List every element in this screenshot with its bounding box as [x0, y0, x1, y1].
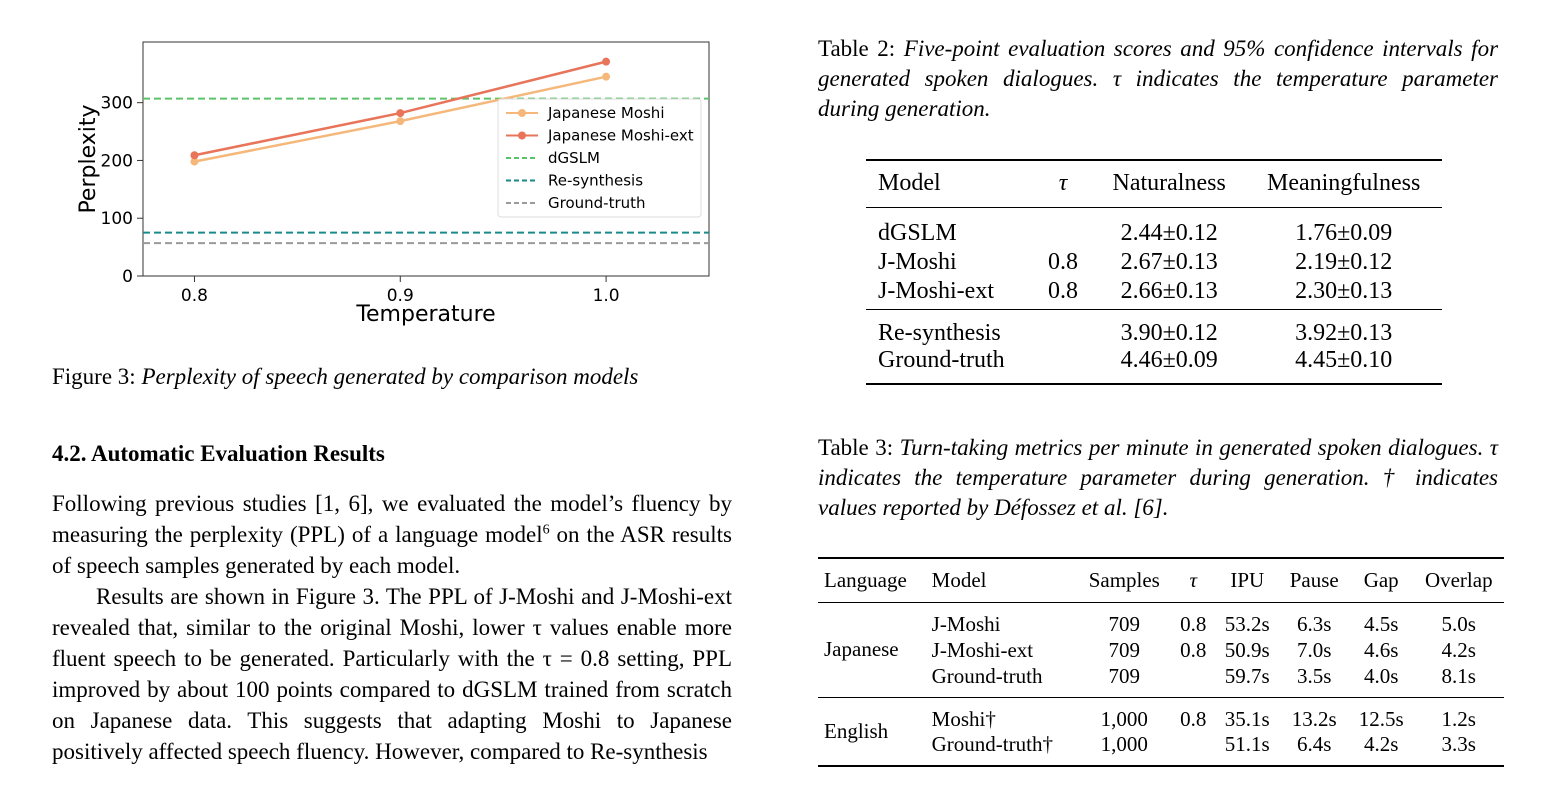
legend-label: Re-synthesis [548, 171, 644, 190]
table2-caption-label: Table 2: [818, 36, 896, 61]
table-row: Ground-truth 709 59.7s 3.5s 4.0s 8.1s [931, 664, 1476, 688]
table3-caption [818, 433, 1498, 523]
table3-caption-label: Table 3: [818, 435, 894, 460]
data-point [602, 58, 610, 66]
legend-label: dGSLM [548, 149, 600, 167]
language-english: English [824, 718, 889, 743]
table-row: Re-synthesis 3.90±0.12 3.92±0.13 [866, 309, 1442, 347]
legend-marker [518, 132, 526, 140]
table3-caption-text: Turn-taking metrics per minute in generated spoken dialogues. τ indicates the temperature parameter during generation. † indicates values reported by Défossez et al. [6]. [818, 435, 1499, 520]
section-heading: 4.2. Automatic Evaluation Results [52, 441, 385, 466]
table2 [866, 159, 1442, 385]
table-row: J-Moshi 0.8 2.67±0.13 2.19±0.12 [878, 249, 1393, 275]
data-point [190, 151, 198, 159]
legend-marker [518, 109, 526, 117]
language-japanese: Japanese [824, 637, 899, 661]
table2-caption-text: Five-point evaluation scores and 95% confidence intervals for generated spoken dialogues. τ indicates the temperature parameter during generation. [818, 36, 1499, 121]
table3-header-model: Model [931, 567, 987, 592]
y-tick-label: 200 [100, 151, 133, 172]
table2-header-tau: τ [1058, 170, 1068, 197]
y-tick-label: 0 [122, 267, 133, 287]
section-body [52, 488, 732, 767]
y-tick-label: 100 [100, 209, 133, 230]
table-row: Ground-truth 4.46±0.09 4.45±0.10 [866, 347, 1442, 384]
legend-label: Ground-truth [548, 194, 646, 212]
figure3-caption [52, 362, 638, 392]
y-tick-label: 300 [100, 93, 133, 114]
table-row: Japanese J-Moshi 709 0.8 53.2s 6.3s 4.5s 5.0s [818, 602, 1504, 637]
table3-header-gap: Gap [1363, 567, 1399, 592]
legend-label: Japanese Moshi [548, 104, 665, 122]
paragraph-1: Following previous studies [1, 6], we evaluated the model’s fluency by measuring the perplexity (PPL) of a language model$^6$ on the ASR results of speech samples generated by each model. [52, 491, 732, 578]
data-point [602, 73, 610, 81]
table3-header-tau: τ [1189, 567, 1197, 592]
table2-caption [818, 34, 1498, 124]
table-row: dGSLM 2.44±0.12 1.76±0.09 [866, 207, 1442, 247]
table3-header-pause: Pause [1289, 567, 1339, 592]
y-axis-label: Perplexity [76, 104, 101, 214]
table2-header-meaningfulness: Meaningfulness [1266, 170, 1421, 197]
x-tick-label: 1.0 [592, 286, 620, 306]
x-tick-label: 0.9 [386, 286, 414, 306]
paragraph-2: Results are shown in Figure 3. The PPL of J-Moshi and J-Moshi-ext revealed that, similar to the original Moshi, lower τ values enable more fluent speech to be generated. Particularly with the τ = 0.8 setting, PPL improved by about 100 points compared to dGSLM trained from scratch on Japanese data. This suggests that adapting Moshi to Japanese positively affected speech fluency. However, compared to Re-synthesis [52, 584, 732, 764]
x-axis-label: Temperature [356, 302, 496, 327]
table3 [818, 557, 1504, 767]
table3-header-overlap: Overlap [1424, 567, 1493, 592]
perplexity-chart [0, 0, 760, 340]
y-axis-ticks [101, 94, 143, 287]
figure3-caption-text: Perplexity of speech generated by comparison models [141, 364, 639, 389]
data-point [396, 109, 404, 117]
table2-header-row [866, 160, 1442, 207]
figure3-caption-label: Figure 3: [52, 364, 136, 389]
x-tick-label: 0.8 [180, 286, 208, 306]
chart-legend [498, 99, 701, 217]
table-row: J-Moshi-ext 0.8 2.66±0.13 2.30±0.13 [878, 278, 1393, 304]
table-row: Ground-truth† 1,000 51.1s 6.4s 4.2s 3.3s [818, 732, 1504, 766]
table-row: English Moshi† 1,000 0.8 35.1s 13.2s 12.5s 1.2s [818, 697, 1504, 732]
table2-header-naturalness: Naturalness [1112, 170, 1226, 197]
table3-header-ipu: IPU [1230, 567, 1265, 592]
table3-header-language: Language [824, 567, 907, 592]
footnote-marker: 6 [542, 522, 550, 538]
data-point [396, 117, 404, 125]
table3-header-row [818, 558, 1504, 602]
table2-header-model: Model [878, 170, 941, 197]
legend-label: Japanese Moshi-ext [548, 126, 694, 145]
table3-header-samples: Samples [1088, 567, 1160, 592]
table-row: J-Moshi-ext 709 0.8 50.9s 7.0s 4.6s 4.2s [931, 638, 1476, 662]
